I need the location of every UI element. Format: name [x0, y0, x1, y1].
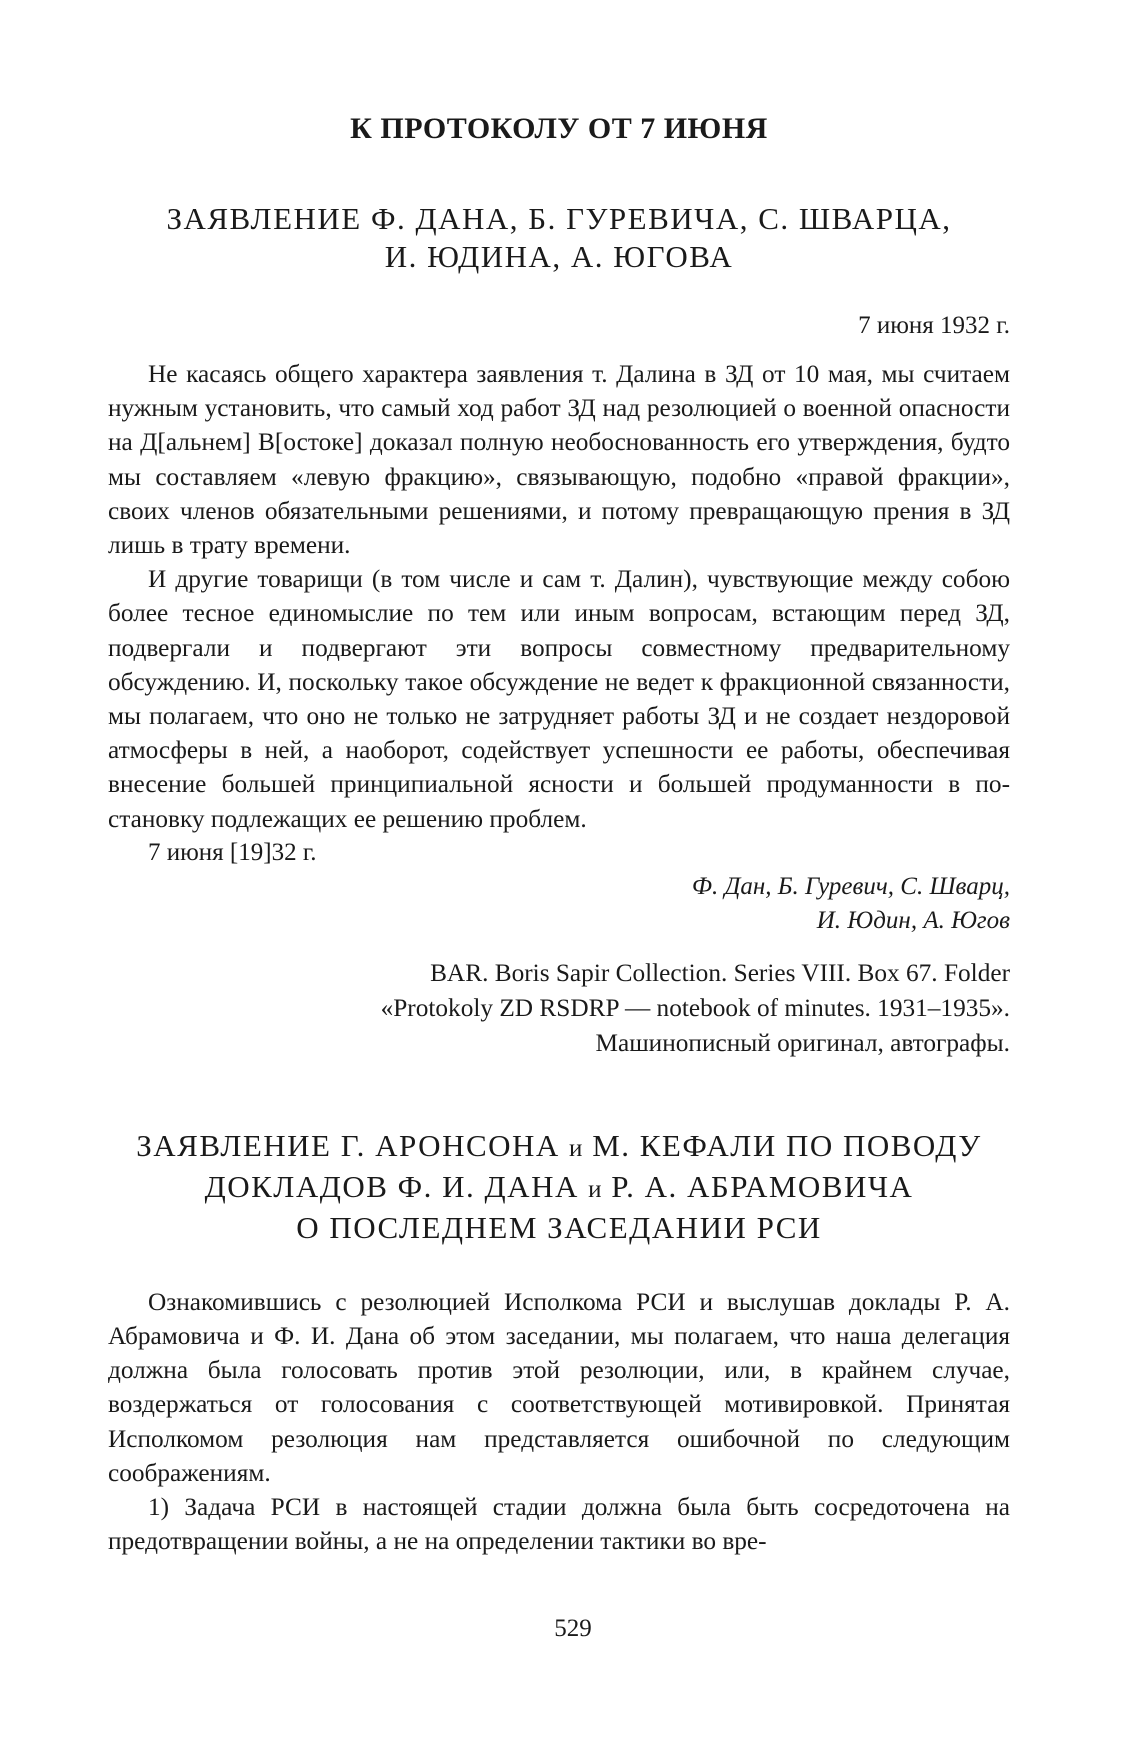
- statement2-heading: [108, 1127, 1010, 1247]
- statement1-heading-line2: И. ЮДИНА, А. ЮГОВА: [384, 239, 734, 274]
- heading-text: М. КЕФАЛИ ПО ПОВОДУ: [582, 1127, 982, 1163]
- statement1-date-bottom: 7 июня [19]32 г.: [148, 838, 317, 866]
- archive-source: [108, 956, 1010, 1061]
- statement1-signature: [108, 870, 1010, 938]
- heading-text: ДОКЛАДОВ Ф. И. ДАНА: [204, 1168, 589, 1204]
- statement1-heading: [108, 200, 1010, 276]
- statement1-date-top: 7 июня 1932 г.: [858, 312, 1010, 339]
- page-content: [108, 100, 1010, 1558]
- page-title: К ПРОТОКОЛУ ОТ 7 ИЮНЯ: [350, 112, 768, 145]
- heading-conjunction: и: [588, 1175, 602, 1203]
- source-line1: BAR. Boris Sapir Collection. Series VIII. Box 67. Folder: [430, 958, 1010, 987]
- source-line2: «Protokoly ZD RSDRP — notebook of minutes. 1931–1935».: [380, 993, 1010, 1022]
- statement2-heading-line2: [108, 1168, 1010, 1209]
- page-number: 529: [554, 1615, 592, 1642]
- statement1-paragraph2: И другие товарищи (в том числе и сам т. Далин), чувствующие между собою более тесное единомыслие по тем или иным вопросам, встающим перед ЗД, подвергали и подвергают эти вопросы совместному предварительному обсуждению. И, поскольку такое обсуждение не ведет к фракционной связанности, мы полагаем, что оно не только не затрудняет работы ЗД и не создает нездоровой атмосферы в ней, а наоборот, содействует успешности ее работы, обеспечивая внесение большей принципиальной ясности и большей продуманности в постановку подлежащих ее решению проблем.: [108, 565, 1010, 833]
- signature-line2: И. Юдин, А. Югов: [816, 906, 1010, 934]
- heading-conjunction: и: [569, 1134, 583, 1162]
- heading-text: Р. А. АБРАМОВИЧА: [602, 1168, 914, 1204]
- heading-text: ЗАЯВЛЕНИЕ Г. АРОНСОНА: [136, 1127, 570, 1163]
- statement2-heading-line1: [108, 1127, 1010, 1168]
- statement1-heading-line1: ЗАЯВЛЕНИЕ Ф. ДАНА, Б. ГУРЕВИЧА, С. ШВАРЦА,: [166, 201, 952, 236]
- source-line3: Машинописный оригинал, автографы.: [595, 1028, 1010, 1057]
- statement2-paragraph2: 1) Задача РСИ в настоящей стадии должна была быть сосредоточена на предотвращении войны, а не на определении тактики во вре-: [108, 1493, 1010, 1556]
- signature-line1: Ф. Дан, Б. Гуревич, С. Шварц,: [691, 872, 1010, 900]
- statement2-paragraph1: Ознакомившись с резолюцией Исполкома РСИ и выслушав доклады Р. А. Абрамовича и Ф. И. Дана об этом заседании, мы полагаем, что наша делегация должна была голосовать против этой резолюции, или, в крайнем случае, воздержаться от голосования с соответствующей мотивировкой. Принятая Исполкомом резолюция нам представляется ошибочной по следующим соображениям.: [108, 1287, 1010, 1487]
- statement1-paragraph1: Не касаясь общего характера заявления т. Далина в ЗД от 10 мая, мы считаем нужным установить, что самый ход работ ЗД над резолюцией о военной опасности на Д[альнем] В[остоке] доказал полную необоснованность его утверждения, будто мы составляем «левую фракцию», связывающую, подобно «правой фракции», своих членов обязательными решениями, и потому превращающую прения в ЗД лишь в трату времени.: [108, 360, 1010, 560]
- statement2-heading-line3: О ПОСЛЕДНЕМ ЗАСЕДАНИИ РСИ: [296, 1209, 822, 1245]
